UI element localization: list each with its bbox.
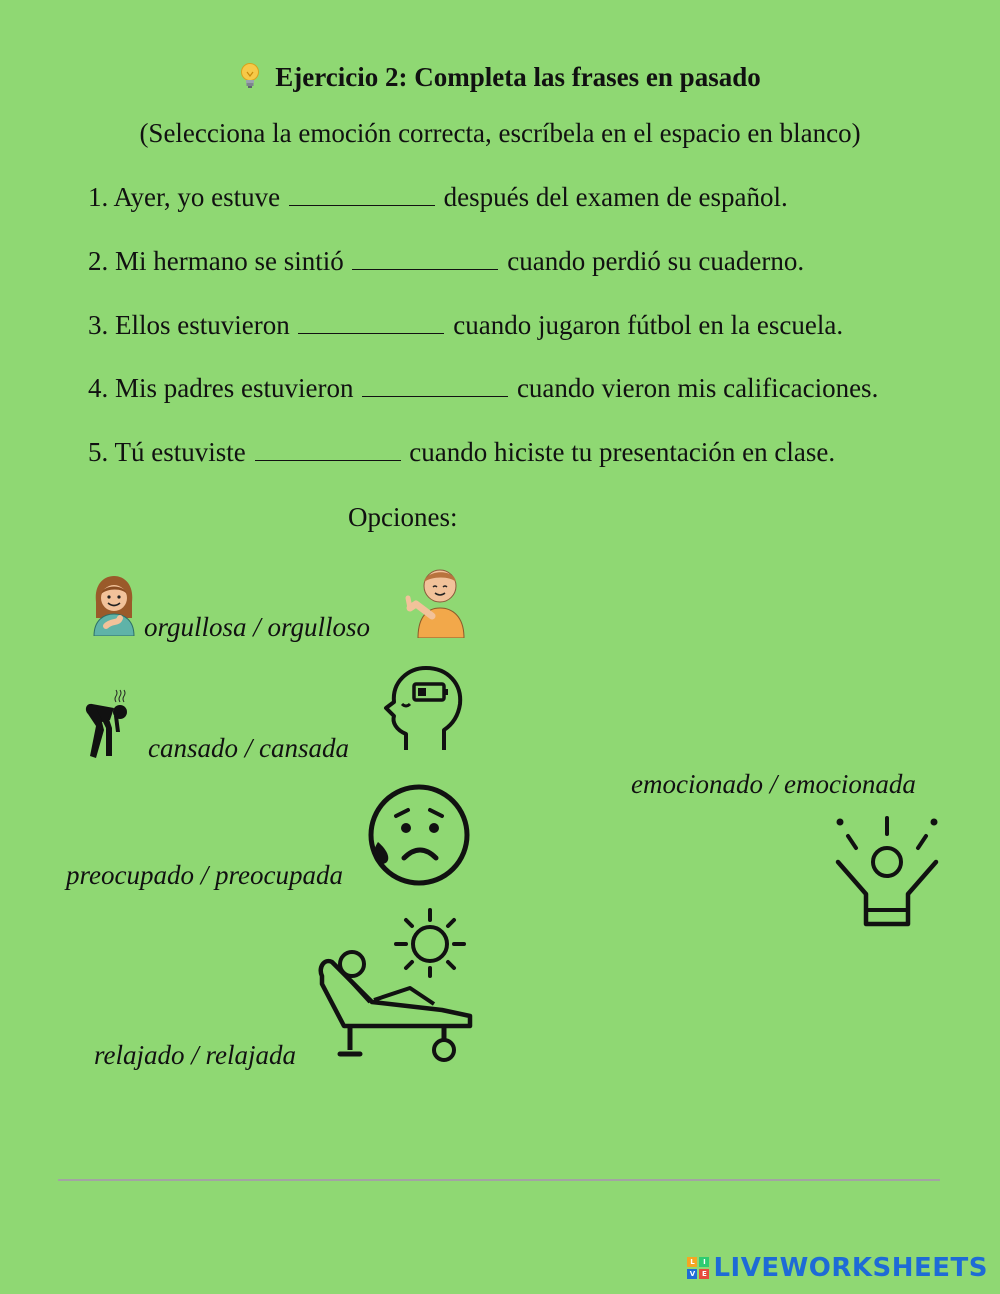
logo-tiles-icon: L I V E: [687, 1257, 709, 1279]
brand-name: LIVEWORKSHEETS: [713, 1253, 988, 1283]
sentence-3: 3. Ellos estuvieron cuando jugaron fútbol en la escuela.: [88, 310, 844, 340]
sentence-4: 4. Mis padres estuvieron cuando vieron mis calificaciones.: [88, 373, 879, 403]
sentence-1: 1. Ayer, yo estuve después del examen de español.: [88, 182, 788, 212]
liveworksheets-logo[interactable]: [687, 1254, 988, 1282]
relaxing-sun-lounger-icon: [314, 906, 474, 1073]
proud-girl-icon: [90, 574, 138, 641]
answer-blank-2[interactable]: [352, 247, 498, 270]
answer-blank-1[interactable]: [289, 183, 435, 206]
instructions: (Selecciona la emoción correcta, escríbela en el espacio en blanco): [139, 118, 861, 148]
options-label: Opciones:: [348, 502, 458, 532]
proud-boy-icon: [402, 564, 466, 643]
sentence-2: 2. Mi hermano se sintió cuando perdió su cuaderno.: [88, 246, 805, 276]
answer-blank-5[interactable]: [255, 438, 401, 461]
option-preocupado: preocupado / preocupada: [66, 860, 343, 890]
option-emocionado: emocionado / emocionada: [631, 769, 916, 799]
lightbulb-icon: [239, 62, 261, 97]
option-relajado: relajado / relajada: [94, 1040, 296, 1070]
low-battery-head-icon: [382, 664, 464, 759]
answer-blank-4[interactable]: [362, 374, 508, 397]
excited-person-icon: [834, 812, 940, 933]
tired-person-icon: [80, 686, 130, 765]
exercise-title: [0, 62, 1000, 97]
worried-face-icon: [366, 782, 472, 893]
footer-divider: [58, 1179, 940, 1181]
answer-blank-3[interactable]: [298, 311, 444, 334]
sentence-5: 5. Tú estuviste cuando hiciste tu presentación en clase.: [88, 437, 836, 467]
title-text: Ejercicio 2: Completa las frases en pasado: [275, 62, 761, 92]
option-orgulloso: orgullosa / orgulloso: [144, 612, 371, 642]
option-cansado: cansado / cansada: [148, 733, 349, 763]
